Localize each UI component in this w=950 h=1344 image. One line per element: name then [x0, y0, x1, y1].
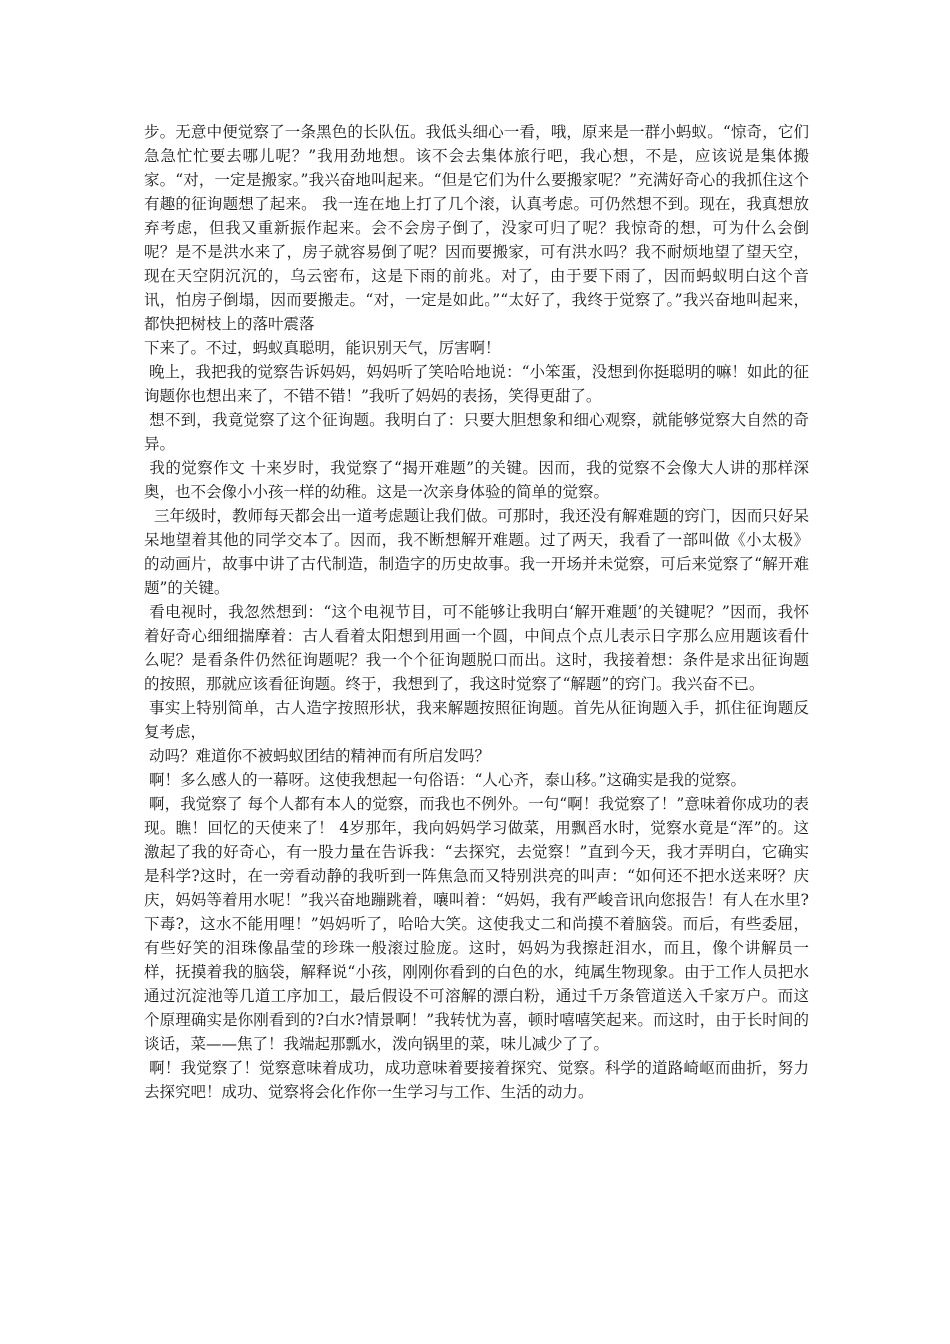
paragraph-12: 啊！我觉察了！觉察意味着成功，成功意味着要接着探究、觉察。科学的道路崎岖而曲折，努力去探究吧！成功、觉察将会化作你一生学习与工作、生活的动力。	[144, 1059, 809, 1101]
paragraph-2: 下来了。不过，蚂蚁真聪明，能识别天气，厉害啊！	[144, 339, 501, 357]
paragraph-10: 啊！多么感人的一幕呀。这使我想起一句俗语：“人心齐，泰山移。”这确实是我的觉察。	[144, 771, 747, 789]
paragraph-4: 想不到，我竟觉察了这个征询题。我明白了：只要大胆想象和细心观察，就能够觉察大自然的奇异。	[144, 411, 809, 453]
paragraph-7: 看电视时，我忽然想到：“这个电视节目，可不能够让我明白‘解开难题’的关键呢？”因而，我怀着好奇心细细揣摩着：古人看着太阳想到用画一个圆，中间点个点儿表示日字那么应用题该看什么呢？是看条件仍然征询题呢？我一个个征询题脱口而出。这时，我接着想：条件是求出征询题的按照，那就应该看征询题。终于，我想到了，我这时觉察了“解题”的窍门。我兴奋不已。	[144, 603, 809, 693]
document-body	[144, 120, 809, 1104]
paragraph-5: 我的觉察作文 十来岁时，我觉察了“揭开难题”的关键。因而，我的觉察不会像大人讲的那样深奥，也不会像小小孩一样的幼稚。这是一次亲身体验的简单的觉察。	[144, 459, 810, 501]
paragraph-8: 事实上特别简单，古人造字按照形状，我来解题按照征询题。首先从征询题入手，抓住征询题反复考虑，	[144, 699, 809, 741]
paragraph-9: 动吗？难道你不被蚂蚁团结的精神而有所启发吗？	[144, 747, 490, 765]
paragraph-11: 啊，我觉察了 每个人都有本人的觉察，而我也不例外。一句“啊！我觉察了！”意味着你成功的表现。瞧！回忆的天使来了！ 4岁那年，我向妈妈学习做菜，用飘舀水时，觉察水竟是“浑”的。这激起了我的好奇心，有一股力量在告诉我：“去探究，去觉察！”直到今天，我才弄明白，它确实是科学?这时，在一旁看动静的我听到一阵焦急而又特别洪亮的叫声：“如何还不把水送来呀？庆庆，妈妈等着用水呢！”我兴奋地蹦跳着，嚷叫着：“妈妈，我有严峻音讯向您报告！有人在水里?下毒?，这水不能用哩！”妈妈听了，哈哈大笑。这使我丈二和尚摸不着脑袋。而后，有些委屈，有些好笑的泪珠像晶莹的珍珠一般滚过脸庞。这时，妈妈为我擦赶泪水，而且，像个讲解员一样，抚摸着我的脑袋，解释说“小孩，刚刚你看到的白色的水，纯属生物现象。由于工作人员把水通过沉淀池等几道工序加工，最后假设不可溶解的漂白粉，通过千万条管道送入千家万户。而这个原理确实是你刚看到的?白水?情景啊！”我转忧为喜，顿时嘻嘻笑起来。而这时，由于长时间的谈话，菜——焦了！我端起那瓢水，泼向锅里的菜，味儿减少了了。	[144, 795, 809, 1053]
paragraph-3: 晚上，我把我的觉察告诉妈妈，妈妈听了笑哈哈地说：“小笨蛋，没想到你挺聪明的嘛！如此的征询题你也想出来了，不错不错！”我听了妈妈的表扬，笑得更甜了。	[144, 363, 809, 405]
paragraph-6: 三年级时，教师每天都会出一道考虑题让我们做。可那时，我还没有解难题的窍门，因而只好呆呆地望着其他的同学交本了。因而，我不断想解开难题。过了两天，我看了一部叫做《小太极》的动画片，故事中讲了古代制造，制造字的历史故事。我一开场并未觉察，可后来觉察了“解开难题”的关键。	[144, 507, 809, 597]
paragraph-1: 步。无意中便觉察了一条黑色的长队伍。我低头细心一看，哦，原来是一群小蚂蚁。“惊奇，它们急急忙忙要去哪儿呢？”我用劲地想。该不会去集体旅行吧，我心想，不是，应该说是集体搬家。“对，一定是搬家。”我兴奋地叫起来。“但是它们为什么要搬家呢？”充满好奇心的我抓住这个有趣的征询题想了起来。 我一连在地上打了几个滚，认真考虑。可仍然想不到。现在，我真想放弃考虑，但我又重新振作起来。会不会房子倒了，没家可归了呢？我惊奇的想，可为什么会倒呢？是不是洪水来了，房子就容易倒了呢？因而要搬家，可有洪水吗？我不耐烦地望了望天空，现在天空阴沉沉的，乌云密布，这是下雨的前兆。对了，由于要下雨了，因而蚂蚁明白这个音讯，怕房子倒塌，因而要搬走。“对，一定是如此。”“太好了，我终于觉察了。”我兴奋地叫起来，都快把树枝上的落叶震落	[144, 123, 809, 333]
